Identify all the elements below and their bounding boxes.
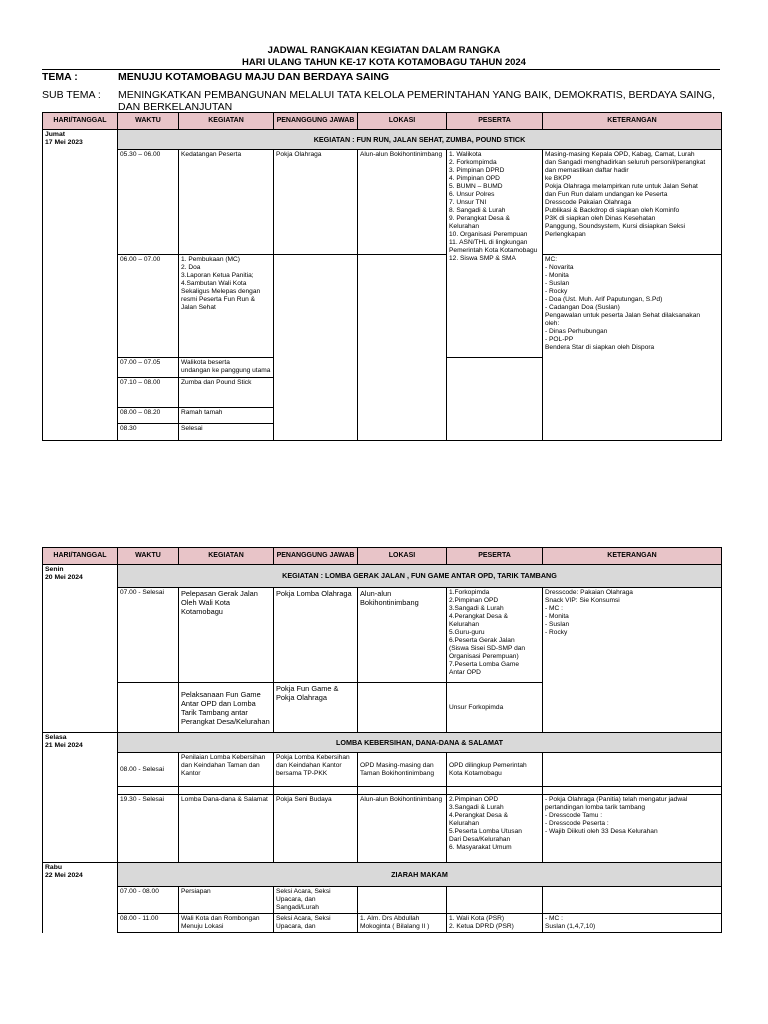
waktu-cell: 08.00 - Selesai [118, 753, 179, 787]
kegiatan-cell: Zumba dan Pound Stick [179, 378, 274, 408]
lokasi-cell [358, 255, 447, 358]
spacer-cell [274, 787, 358, 795]
kegiatan-cell: Ramah tamah [179, 408, 274, 424]
subtema-value: MENINGKATKAN PEMBANGUNAN MELALUI TATA KELOLA PEMERINTAHAN YANG BAIK, DEMOKRATIS, BERDAYA SAING, DAN BERKELANJUTAN [118, 89, 716, 113]
col-header: KETERANGAN [543, 113, 722, 130]
day-cell-empty [43, 887, 118, 914]
keterangan-cell: Dresscode: Pakaian Olahraga Snack VIP: Sie Konsumsi - MC : - Monita - Suslan - Rocky [543, 588, 722, 733]
peserta-cell: 1. Wali Kota (PSR) 2. Ketua DPRD (PSR) [447, 914, 543, 933]
table-row [43, 565, 722, 588]
col-header: LOKASI [358, 548, 447, 565]
day-cell-empty [43, 787, 118, 795]
peserta-cell [447, 887, 543, 914]
peserta-cell: 2.Pimpinan OPD 3.Sangadi & Lurah 4.Perangkat Desa & Kelurahan 5.Peserta Lomba Utusan Dari Desa/Kelurahan 6. Masyarakat Umum [447, 795, 543, 863]
spacer-cell [179, 787, 274, 795]
spacer-cell [118, 787, 179, 795]
keterangan-cell: Masing-masing Kepala OPD, Kabag, Camat, Lurah dan Sangadi menghadirkan seluruh personil/perangkat dan memastikan daftar hadir ke BKPP Pokja Olahraga melampirkan rute untuk Jalan Sehat dan Fun Run dalam undangan ke Peserta Dresscode Pakaian Olahraga Publikasi & Backdrop di siapkan oleh Kominfo P3K di siapkan oleh Dinas Kesehatan Panggung, Soundsystem, Kursi disiapkan Seksi Perlengkapan [543, 150, 722, 255]
section-header: ZIARAH MAKAM [118, 863, 722, 887]
day-cell-empty [43, 588, 118, 683]
lokasi-cell: Alun-alun Bokihontinimbang [358, 795, 447, 863]
lokasi-cell: 1. Alm. Drs Abdullah Mokoginta ( Bilalang II ) [358, 914, 447, 933]
spacer-cell [447, 787, 543, 795]
lokasi-cell [358, 408, 447, 424]
waktu-cell: 08.30 [118, 424, 179, 441]
day-cell: Rabu 22 Mei 2024 [43, 863, 118, 887]
kegiatan-cell: Persiapan [179, 887, 274, 914]
kegiatan-cell: Pelaksanaan Fun Game Antar OPD dan Lomba Tarik Tambang antar Perangkat Desa/Kelurahan [179, 683, 274, 733]
table-row [43, 255, 722, 358]
schedule-table-1 [42, 112, 722, 441]
pj-cell: Pokja Lomba Olahraga [274, 588, 358, 683]
lokasi-cell [358, 683, 447, 733]
keterangan-cell: - Pokja Olahraga (Panitia) telah mengatur jadwal pertandingan lomba tarik tambang - Dresscode Tamu : - Dresscode Peserta : - Wajib Diikuti oleh 33 Desa Kelurahan [543, 795, 722, 863]
title-rule [42, 69, 720, 70]
kegiatan-cell: Wali Kota dan Rombongan Menuju Lokasi [179, 914, 274, 933]
table-row [43, 787, 722, 795]
spacer-cell [543, 787, 722, 795]
day-cell-empty [43, 795, 118, 863]
table-header-row [43, 113, 722, 130]
day-cell-empty [43, 378, 118, 408]
kegiatan-cell: Selesai [179, 424, 274, 441]
waktu-cell: 07.00 – 07.05 [118, 358, 179, 378]
pj-cell: Pokja Olahraga [274, 150, 358, 255]
pj-cell: Seksi Acara, Seksi Upacara, dan [274, 914, 358, 933]
table-header-row [43, 548, 722, 565]
keterangan-cell [543, 887, 722, 914]
document-title-line-1: JADWAL RANGKAIAN KEGIATAN DALAM RANGKA [267, 45, 501, 56]
subtema-label: SUB TEMA : [42, 89, 101, 101]
waktu-cell: 08.00 - 11.00 [118, 914, 179, 933]
day-cell-empty [43, 255, 118, 358]
lokasi-cell [358, 378, 447, 408]
col-header: PESERTA [447, 548, 543, 565]
col-header: PESERTA [447, 113, 543, 130]
col-header: WAKTU [118, 548, 179, 565]
lokasi-cell: OPD Masing-masing dan Taman Bokihontinimbang [358, 753, 447, 787]
table-row [43, 863, 722, 887]
day-cell-empty [43, 150, 118, 255]
day-cell-empty [43, 424, 118, 441]
table-row [43, 150, 722, 255]
kegiatan-cell: Kedatangan Peserta [179, 150, 274, 255]
day-cell-empty [43, 358, 118, 378]
waktu-cell: 07.00 - Selesai [118, 588, 179, 683]
col-header: HARI/TANGGAL [43, 548, 118, 565]
waktu-cell: 07.00 - 08.00 [118, 887, 179, 914]
pj-cell: Pokja Seni Budaya [274, 795, 358, 863]
table-row [43, 914, 722, 933]
pj-cell: Pokja Lomba Kebersihan dan Keindahan Kantor bersama TP-PKK [274, 753, 358, 787]
pj-cell [274, 408, 358, 424]
col-header: PENANGGUNG JAWAB [274, 548, 358, 565]
day-cell-empty [43, 914, 118, 933]
pj-cell [274, 255, 358, 358]
kegiatan-cell: Pelepasan Gerak Jalan Oleh Wali Kota Kotamobagu [179, 588, 274, 683]
tema-label: TEMA : [42, 71, 78, 83]
col-header: WAKTU [118, 113, 179, 130]
section-header: KEGIATAN : FUN RUN, JALAN SEHAT, ZUMBA, POUND STICK [118, 130, 722, 150]
peserta-cell: 1. Walikota 2. Forkompimda 3. Pimpinan DPRD 4. Pimpinan OPD 5. BUMN – BUMD 6. Unsur Polres 7. Unsur TNI 8. Sangadi & Lurah 9. Perangkat Desa & Kelurahan 10. Organisasi Perempuan 11. ASN/THL di lingkungan Pemerintah Kota Kotamobagu 12. Siswa SMP & SMA [447, 150, 543, 358]
pj-cell: Pokja Fun Game & Pokja Olahraga [274, 683, 358, 733]
waktu-cell: 06.00 – 07.00 [118, 255, 179, 358]
day-cell-empty [43, 683, 118, 733]
waktu-cell: 08.00 – 08.20 [118, 408, 179, 424]
day-cell: Senin 20 Mei 2024 [43, 565, 118, 588]
keterangan-cell: MC: - Novarita - Monita - Suslan - Rocky - Doa (Ust. Muh. Arif Paputungan, S.Pd) - Cadangan Doa (Suslan) Pengawalan untuk peserta Jalan Sehat dilaksanakan oleh: - Dinas Perhubungan - POL-PP Bendera Star di siapkan oleh Dispora [543, 255, 722, 441]
tema-value: MENUJU KOTAMOBAGU MAJU DAN BERDAYA SAING [118, 71, 390, 83]
peserta-cell: Unsur Forkopimda [447, 683, 543, 733]
col-header: KEGIATAN [179, 113, 274, 130]
table-row [43, 753, 722, 787]
lokasi-cell [358, 887, 447, 914]
pj-cell: Seksi Acara, Seksi Upacara, dan Sangadi/Lurah [274, 887, 358, 914]
schedule-table-2 [42, 547, 722, 933]
document-title-line-2: HARI ULANG TAHUN KE-17 KOTA KOTAMOBAGU TAHUN 2024 [242, 57, 526, 68]
day-cell-empty [43, 408, 118, 424]
table-row [43, 733, 722, 753]
kegiatan-cell: Walikota beserta undangan ke panggung utama [179, 358, 274, 378]
keterangan-cell [543, 753, 722, 787]
pj-cell [274, 378, 358, 408]
lokasi-cell [358, 358, 447, 378]
table-row [43, 795, 722, 863]
col-header: LOKASI [358, 113, 447, 130]
kegiatan-cell: 1. Pembukaan (MC) 2. Doa 3.Laporan Ketua Panitia; 4.Sambutan Wali Kota Sekaligus Melepas dengan resmi Peserta Fun Run & Jalan Sehat [179, 255, 274, 358]
keterangan-cell: - MC : Suslan (1,4,7,10) [543, 914, 722, 933]
col-header: HARI/TANGGAL [43, 113, 118, 130]
peserta-cell [447, 358, 543, 441]
day-cell: Selasa 21 Mei 2024 [43, 733, 118, 753]
pj-cell [274, 424, 358, 441]
lokasi-cell [358, 424, 447, 441]
lokasi-cell: Alun-alun Bokihontinimbang [358, 588, 447, 683]
day-cell: Jumat 17 Mei 2023 [43, 130, 118, 150]
peserta-cell: OPD dilingkup Pemerintah Kota Kotamobagu [447, 753, 543, 787]
kegiatan-cell: Penilaian Lomba Kebersihan dan Keindahan Taman dan Kantor [179, 753, 274, 787]
section-header: KEGIATAN : LOMBA GERAK JALAN , FUN GAME ANTAR OPD, TARIK TAMBANG [118, 565, 722, 588]
pj-cell [274, 358, 358, 378]
waktu-cell: 07.10 – 08.00 [118, 378, 179, 408]
peserta-cell: 1.Forkopimda 2.Pimpinan OPD 3.Sangadi & Lurah 4.Perangkat Desa & Kelurahan 5.Guru-guru 6.Peserta Gerak Jalan (Siswa Sisei SD-SMP dan Organisasi Perempuan) 7.Peserta Lomba Game Antar OPD [447, 588, 543, 683]
spacer-cell [358, 787, 447, 795]
col-header: KETERANGAN [543, 548, 722, 565]
kegiatan-cell: Lomba Dana-dana & Salamat [179, 795, 274, 863]
table-row [43, 130, 722, 150]
col-header: KEGIATAN [179, 548, 274, 565]
waktu-cell [118, 683, 179, 733]
section-header: LOMBA KEBERSIHAN, DANA-DANA & SALAMAT [118, 733, 722, 753]
col-header: PENANGGUNG JAWAB [274, 113, 358, 130]
lokasi-cell: Alun-alun Bokihontinimbang [358, 150, 447, 255]
table-row [43, 588, 722, 683]
waktu-cell: 05.30 – 06.00 [118, 150, 179, 255]
day-cell-empty [43, 753, 118, 787]
table-row [43, 887, 722, 914]
waktu-cell: 19.30 - Selesai [118, 795, 179, 863]
